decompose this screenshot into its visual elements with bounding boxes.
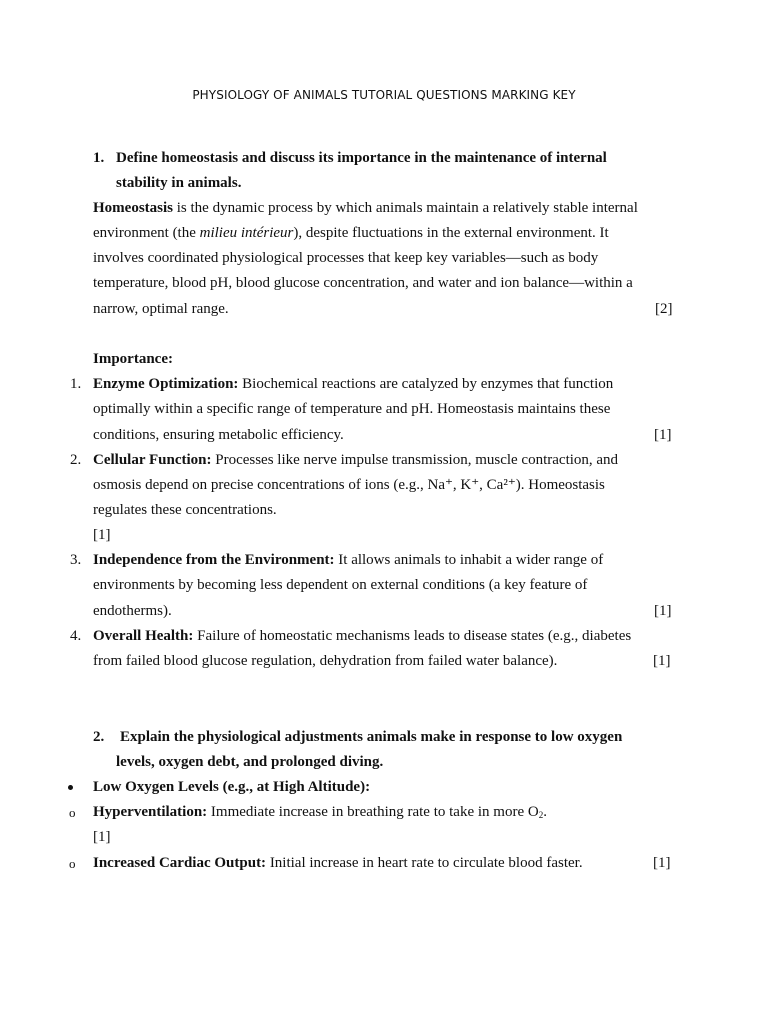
- milieu-interieur-term: milieu intérieur: [199, 225, 294, 241]
- low-oxygen-heading: Low Oxygen Levels (e.g., at High Altitude):: [93, 779, 371, 795]
- importance-heading: Importance:: [93, 351, 173, 367]
- importance-item-2-line-3: regulates these concentrations.: [93, 502, 277, 518]
- definition-line-5: narrow, optimal range.: [93, 301, 229, 317]
- definition-line-3: involves coordinated physiological processes that keep key variables—such as body: [93, 250, 599, 266]
- importance-item-2-mark: [1]: [93, 527, 111, 543]
- sub-bullet-marker-2: o: [69, 856, 76, 871]
- sub-bullet-marker-1: o: [69, 805, 76, 820]
- importance-item-1-line-1: Enzyme Optimization: Biochemical reactions are catalyzed by enzymes that function: [93, 376, 614, 392]
- definition-term: Homeostasis: [93, 200, 173, 216]
- question-2-number: 2.: [93, 729, 105, 745]
- importance-item-1-line-3: conditions, ensuring metabolic efficiency.: [93, 427, 344, 443]
- question-1-text-line-1: Define homeostasis and discuss its importance in the maintenance of internal: [116, 150, 607, 166]
- importance-item-2-line-2: osmosis depend on precise concentrations of ions (e.g., Na⁺, K⁺, Ca²⁺). Homeostasis: [93, 477, 605, 493]
- question-1-number: 1.: [93, 150, 105, 166]
- definition-line-2: environment (the milieu intérieur), despite fluctuations in the external environment. It: [93, 225, 609, 241]
- importance-item-3-line-3: endotherms).: [93, 603, 172, 619]
- importance-item-3-number: 3.: [70, 552, 82, 568]
- importance-item-1-mark: [1]: [654, 427, 672, 443]
- importance-item-4-number: 4.: [70, 628, 82, 644]
- question-2-text-line-2: levels, oxygen debt, and prolonged diving.: [116, 754, 384, 770]
- cardiac-output-mark: [1]: [653, 855, 671, 871]
- question-2-text-line-1: Explain the physiological adjustments animals make in response to low oxygen: [120, 729, 623, 745]
- importance-item-4-line-2: from failed blood glucose regulation, dehydration from failed water balance).: [93, 653, 558, 669]
- hyperventilation-mark: [1]: [93, 829, 111, 845]
- page-title: PHYSIOLOGY OF ANIMALS TUTORIAL QUESTIONS MARKING KEY: [192, 88, 576, 102]
- definition-line-1: Homeostasis is the dynamic process by which animals maintain a relatively stable internal: [93, 200, 638, 216]
- importance-item-2-number: 2.: [70, 452, 82, 468]
- importance-item-3-line-1: Independence from the Environment: It allows animals to inhabit a wider range of: [93, 552, 604, 568]
- importance-item-2-line-1: Cellular Function: Processes like nerve impulse transmission, muscle contraction, and: [93, 452, 619, 468]
- importance-item-3-mark: [1]: [654, 603, 672, 619]
- definition-line-4: temperature, blood pH, blood glucose concentration, and water and ion balance—within a: [93, 275, 633, 291]
- hyperventilation-line: Hyperventilation: Immediate increase in breathing rate to take in more $O_2$.: [93, 804, 547, 820]
- importance-item-1-number: 1.: [70, 376, 82, 392]
- definition-mark: [2]: [655, 301, 673, 317]
- importance-item-4-mark: [1]: [653, 653, 671, 669]
- importance-item-1-line-2: optimally within a specific range of temperature and pH. Homeostasis maintains these: [93, 401, 611, 417]
- bullet-icon: [68, 785, 73, 790]
- question-1-text-line-2: stability in animals.: [116, 175, 242, 191]
- cardiac-output-line: Increased Cardiac Output: Initial increase in heart rate to circulate blood faster.: [93, 855, 583, 871]
- importance-item-3-line-2: environments by becoming less dependent on external conditions (a key feature of: [93, 577, 588, 593]
- importance-item-4-line-1: Overall Health: Failure of homeostatic mechanisms leads to disease states (e.g., diabetes: [93, 628, 632, 644]
